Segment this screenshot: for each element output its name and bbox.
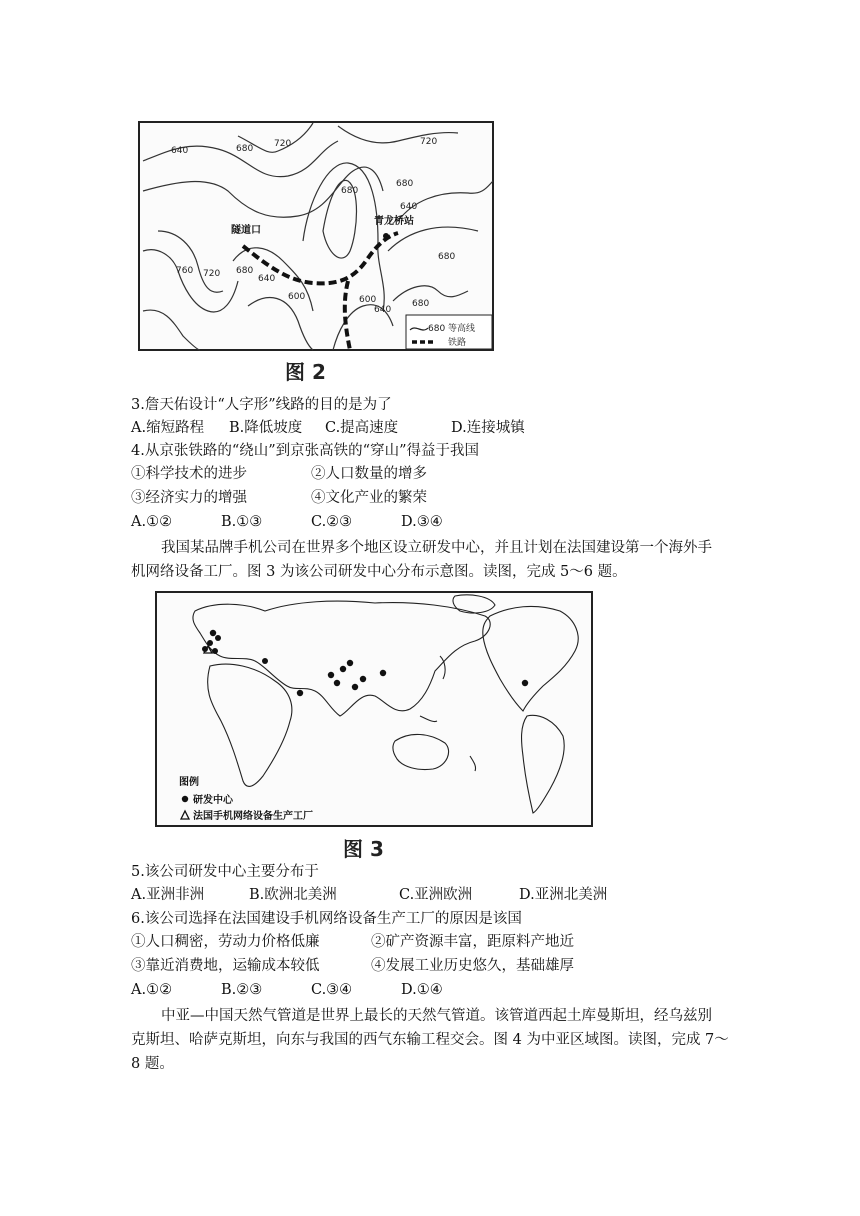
contour-label: 600 (359, 295, 377, 305)
passage1-line2: 机网络设备工厂。图 3 为该公司研发中心分布示意图。读图，完成 5～6 题。 (131, 564, 627, 580)
contour-label: 680 (438, 252, 456, 262)
contour-label: 720 (420, 137, 438, 147)
q5-option-b[interactable]: B.欧洲北美洲 (249, 887, 337, 903)
legend-rail-label: 铁路 (448, 338, 467, 348)
q5-option-a[interactable]: A.亚洲非洲 (131, 887, 205, 903)
contour-label: 680 (341, 186, 359, 196)
figure-2-caption: 图 2 (285, 360, 326, 384)
q6-item-2: ②矿产资源丰富，距原料产地近 (371, 934, 574, 950)
q5-option-d[interactable]: D.亚洲北美洲 (519, 887, 608, 903)
contour-label: 640 (171, 146, 189, 156)
q5-options (131, 885, 607, 905)
q4-stem: 4.从京张铁路的“绕山”到京张高铁的“穿山”得益于我国 (131, 443, 479, 459)
contour-label: 760 (176, 266, 194, 276)
q3-option-a[interactable]: A.缩短路程 (131, 420, 205, 436)
passage2-line1: 中亚—中国天然气管道是世界上最长的天然气管道。该管道西起土库曼斯坦，经乌兹别 (161, 1008, 712, 1024)
q3-stem: 3.詹天佑设计“人字形”线路的目的是为了 (131, 397, 392, 413)
contour-label: 720 (203, 269, 221, 279)
q4-option-d[interactable]: D.③④ (401, 514, 443, 530)
q6-stem: 6.该公司选择在法国建设手机网络设备生产工厂的原因是该国 (131, 911, 522, 927)
q6-item-4: ④发展工业历史悠久，基础雄厚 (371, 958, 574, 974)
contour-label: 720 (274, 139, 292, 149)
q6-option-a[interactable]: A.①② (131, 982, 173, 998)
q6-items-row1 (131, 932, 574, 952)
contour-label: 680 (236, 266, 254, 276)
station-marker (383, 233, 389, 239)
contour-label: 640 (258, 274, 276, 284)
q4-item-3: ③经济实力的增强 (131, 490, 247, 506)
q4-items-row1 (131, 464, 427, 484)
q5-option-c[interactable]: C.亚洲欧洲 (399, 887, 473, 903)
contour-label: 680 (396, 179, 414, 189)
passage1-line1: 我国某品牌手机公司在世界多个地区设立研发中心，并且计划在法国建设第一个海外手 (161, 540, 712, 556)
q3-option-b[interactable]: B.降低坡度 (229, 420, 303, 436)
q6-option-c[interactable]: C.③④ (311, 982, 353, 998)
q4-options (131, 512, 443, 532)
contour-label: 640 (374, 305, 392, 315)
legend-factory-label: 法国手机网络设备生产工厂 (193, 811, 313, 822)
q5-stem: 5.该公司研发中心主要分布于 (131, 864, 319, 880)
q3-options (131, 418, 525, 438)
figure-2-contour-map (138, 121, 494, 351)
tunnel-label: 隧道口 (231, 225, 261, 236)
contour-label: 680 (412, 299, 430, 309)
q4-option-b[interactable]: B.①③ (221, 514, 263, 530)
contour-label: 680 (236, 144, 254, 154)
figure-3-caption: 图 3 (343, 837, 384, 861)
q6-item-1: ①人口稠密，劳动力价格低廉 (131, 934, 320, 950)
passage2-line2: 克斯坦、哈萨克斯坦，向东与我国的西气东输工程交会。图 4 为中亚区域图。读图，完成 7～ (131, 1032, 729, 1048)
q4-option-c[interactable]: C.②③ (311, 514, 353, 530)
station-label: 青龙桥站 (374, 216, 414, 227)
legend-contour-label: 等高线 (448, 324, 476, 334)
q4-item-1: ①科学技术的进步 (131, 466, 247, 482)
q6-items-row2 (131, 956, 574, 976)
q4-option-a[interactable]: A.①② (131, 514, 173, 530)
q4-items-row2 (131, 488, 427, 508)
q4-item-4: ④文化产业的繁荣 (311, 490, 427, 506)
legend-title: 图例 (179, 777, 199, 788)
q6-option-d[interactable]: D.①④ (401, 982, 443, 998)
q3-option-c[interactable]: C.提高速度 (325, 420, 399, 436)
q6-option-b[interactable]: B.②③ (221, 982, 263, 998)
contour-label: 600 (288, 292, 306, 302)
legend-rd-label: 研发中心 (193, 795, 233, 806)
legend-contour-value: 680 (428, 324, 446, 334)
legend-rd-marker (182, 796, 188, 802)
passage2-line3: 8 题。 (131, 1056, 174, 1072)
q6-options (131, 980, 443, 1000)
contour-label: 640 (400, 202, 418, 212)
figure-3-world-map (155, 591, 593, 827)
q3-option-d[interactable]: D.连接城镇 (451, 420, 525, 436)
q4-item-2: ②人口数量的增多 (311, 466, 427, 482)
q6-item-3: ③靠近消费地，运输成本较低 (131, 958, 320, 974)
